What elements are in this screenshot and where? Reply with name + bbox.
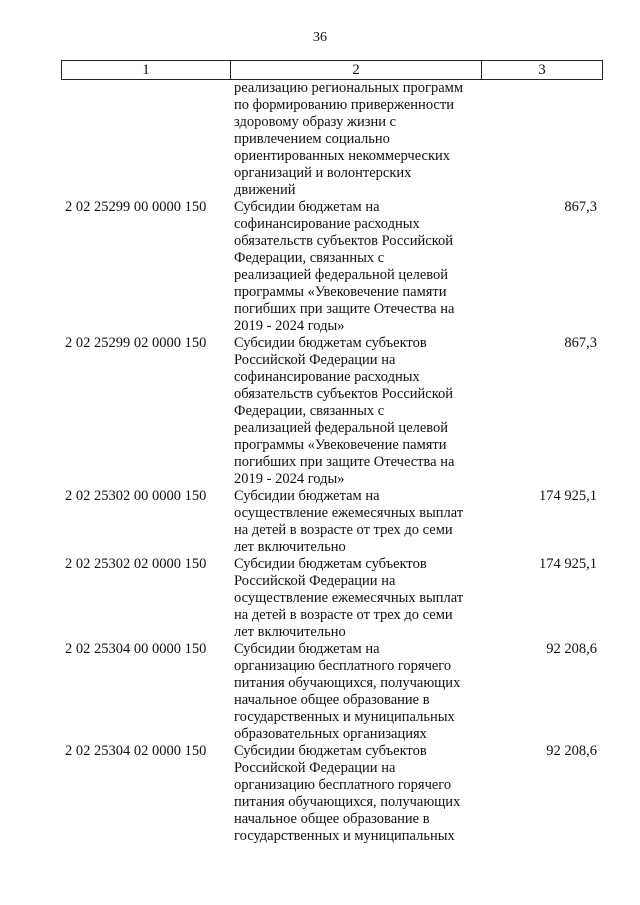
table-row xyxy=(61,80,603,199)
page-number: 36 xyxy=(313,30,327,45)
table-row xyxy=(61,335,603,488)
header-col-1: 1 xyxy=(62,61,231,79)
income-name-line: образовательных организациях xyxy=(234,726,427,742)
income-name-line: реализацией федеральной целевой xyxy=(234,267,449,283)
income-name-line: на детей в возрасте от трех до семи xyxy=(234,522,453,538)
amount-value: 174 925,1 xyxy=(539,556,597,572)
income-name-line: государственных и муниципальных xyxy=(234,709,455,725)
income-name-line: государственных и муниципальных xyxy=(234,828,455,844)
income-name-line: обязательств субъектов Российской xyxy=(234,386,454,402)
income-name-line: организацию бесплатного горячего xyxy=(234,658,452,674)
income-name-line: Субсидии бюджетам субъектов xyxy=(234,556,427,572)
income-name-line: Субсидии бюджетам субъектов xyxy=(234,743,427,759)
income-name-line: начальное общее образование в xyxy=(234,692,430,708)
income-name-line: лет включительно xyxy=(234,539,346,555)
income-name-line: обязательств субъектов Российской xyxy=(234,233,454,249)
income-name-line: ориентированных некоммерческих xyxy=(234,148,451,164)
income-name-line: организаций и волонтерских xyxy=(234,165,412,181)
income-name xyxy=(230,199,490,335)
table-row xyxy=(61,199,603,335)
income-name-line: реализацию региональных программ xyxy=(234,80,463,96)
amount-value xyxy=(490,80,603,199)
table-row xyxy=(61,556,603,641)
income-name-line: питания обучающихся, получающих xyxy=(234,794,461,810)
income-name-line: Субсидии бюджетам субъектов xyxy=(234,335,427,351)
income-name-line: Российской Федерации на xyxy=(234,352,396,368)
income-name-line: софинансирование расходных xyxy=(234,369,420,385)
income-name-line: Субсидии бюджетам на xyxy=(234,199,380,215)
income-name-line: на детей в возрасте от трех до семи xyxy=(234,607,453,623)
income-name-line: Федерации, связанных с xyxy=(234,250,385,266)
budget-code: 2 02 25299 02 0000 150 xyxy=(65,335,207,351)
amount-value: 92 208,6 xyxy=(546,641,597,657)
income-name xyxy=(230,335,490,488)
income-name-line: реализацией федеральной целевой xyxy=(234,420,449,436)
header-col-3: 3 xyxy=(538,62,546,78)
budget-code xyxy=(61,80,230,199)
table-header xyxy=(61,60,603,80)
income-name xyxy=(230,641,490,743)
income-name-line: начальное общее образование в xyxy=(234,811,430,827)
header-col-2: 2 xyxy=(231,61,482,79)
income-name xyxy=(230,488,490,556)
income-name-line: программы «Увековечение памяти xyxy=(234,437,447,453)
income-name-line: питания обучающихся, получающих xyxy=(234,675,461,691)
budget-code: 2 02 25302 00 0000 150 xyxy=(65,488,207,504)
amount-value: 92 208,6 xyxy=(546,743,597,759)
income-name-line: осуществление ежемесячных выплат xyxy=(234,505,464,521)
income-name-line: Российской Федерации на xyxy=(234,573,396,589)
income-name-line: организацию бесплатного горячего xyxy=(234,777,452,793)
income-name-line: софинансирование расходных xyxy=(234,216,420,232)
income-name-line: по формированию приверженности xyxy=(234,97,454,113)
table-row xyxy=(61,641,603,743)
budget-code: 2 02 25304 00 0000 150 xyxy=(65,641,207,657)
table-body xyxy=(61,80,603,845)
budget-code: 2 02 25304 02 0000 150 xyxy=(65,743,207,759)
income-name xyxy=(230,80,490,199)
income-name xyxy=(230,743,490,845)
budget-code: 2 02 25302 02 0000 150 xyxy=(65,556,207,572)
income-name-line: погибших при защите Отечества на xyxy=(234,454,455,470)
amount-value: 174 925,1 xyxy=(539,488,597,504)
table-row xyxy=(61,488,603,556)
income-name-line: привлечением социально xyxy=(234,131,390,147)
income-name-line: 2019 - 2024 годы» xyxy=(234,318,345,334)
amount-value: 867,3 xyxy=(564,199,597,215)
income-name-line: осуществление ежемесячных выплат xyxy=(234,590,464,606)
income-name xyxy=(230,556,490,641)
income-name-line: лет включительно xyxy=(234,624,346,640)
income-name-line: Субсидии бюджетам на xyxy=(234,641,380,657)
income-name-line: Российской Федерации на xyxy=(234,760,396,776)
income-name-line: 2019 - 2024 годы» xyxy=(234,471,345,487)
table-row xyxy=(61,743,603,845)
income-name-line: движений xyxy=(234,182,296,198)
amount-value: 867,3 xyxy=(564,335,597,351)
income-name-line: Субсидии бюджетам на xyxy=(234,488,380,504)
budget-code: 2 02 25299 00 0000 150 xyxy=(65,199,207,215)
income-name-line: погибших при защите Отечества на xyxy=(234,301,455,317)
income-name-line: программы «Увековечение памяти xyxy=(234,284,447,300)
income-name-line: Федерации, связанных с xyxy=(234,403,385,419)
income-name-line: здоровому образу жизни с xyxy=(234,114,397,130)
